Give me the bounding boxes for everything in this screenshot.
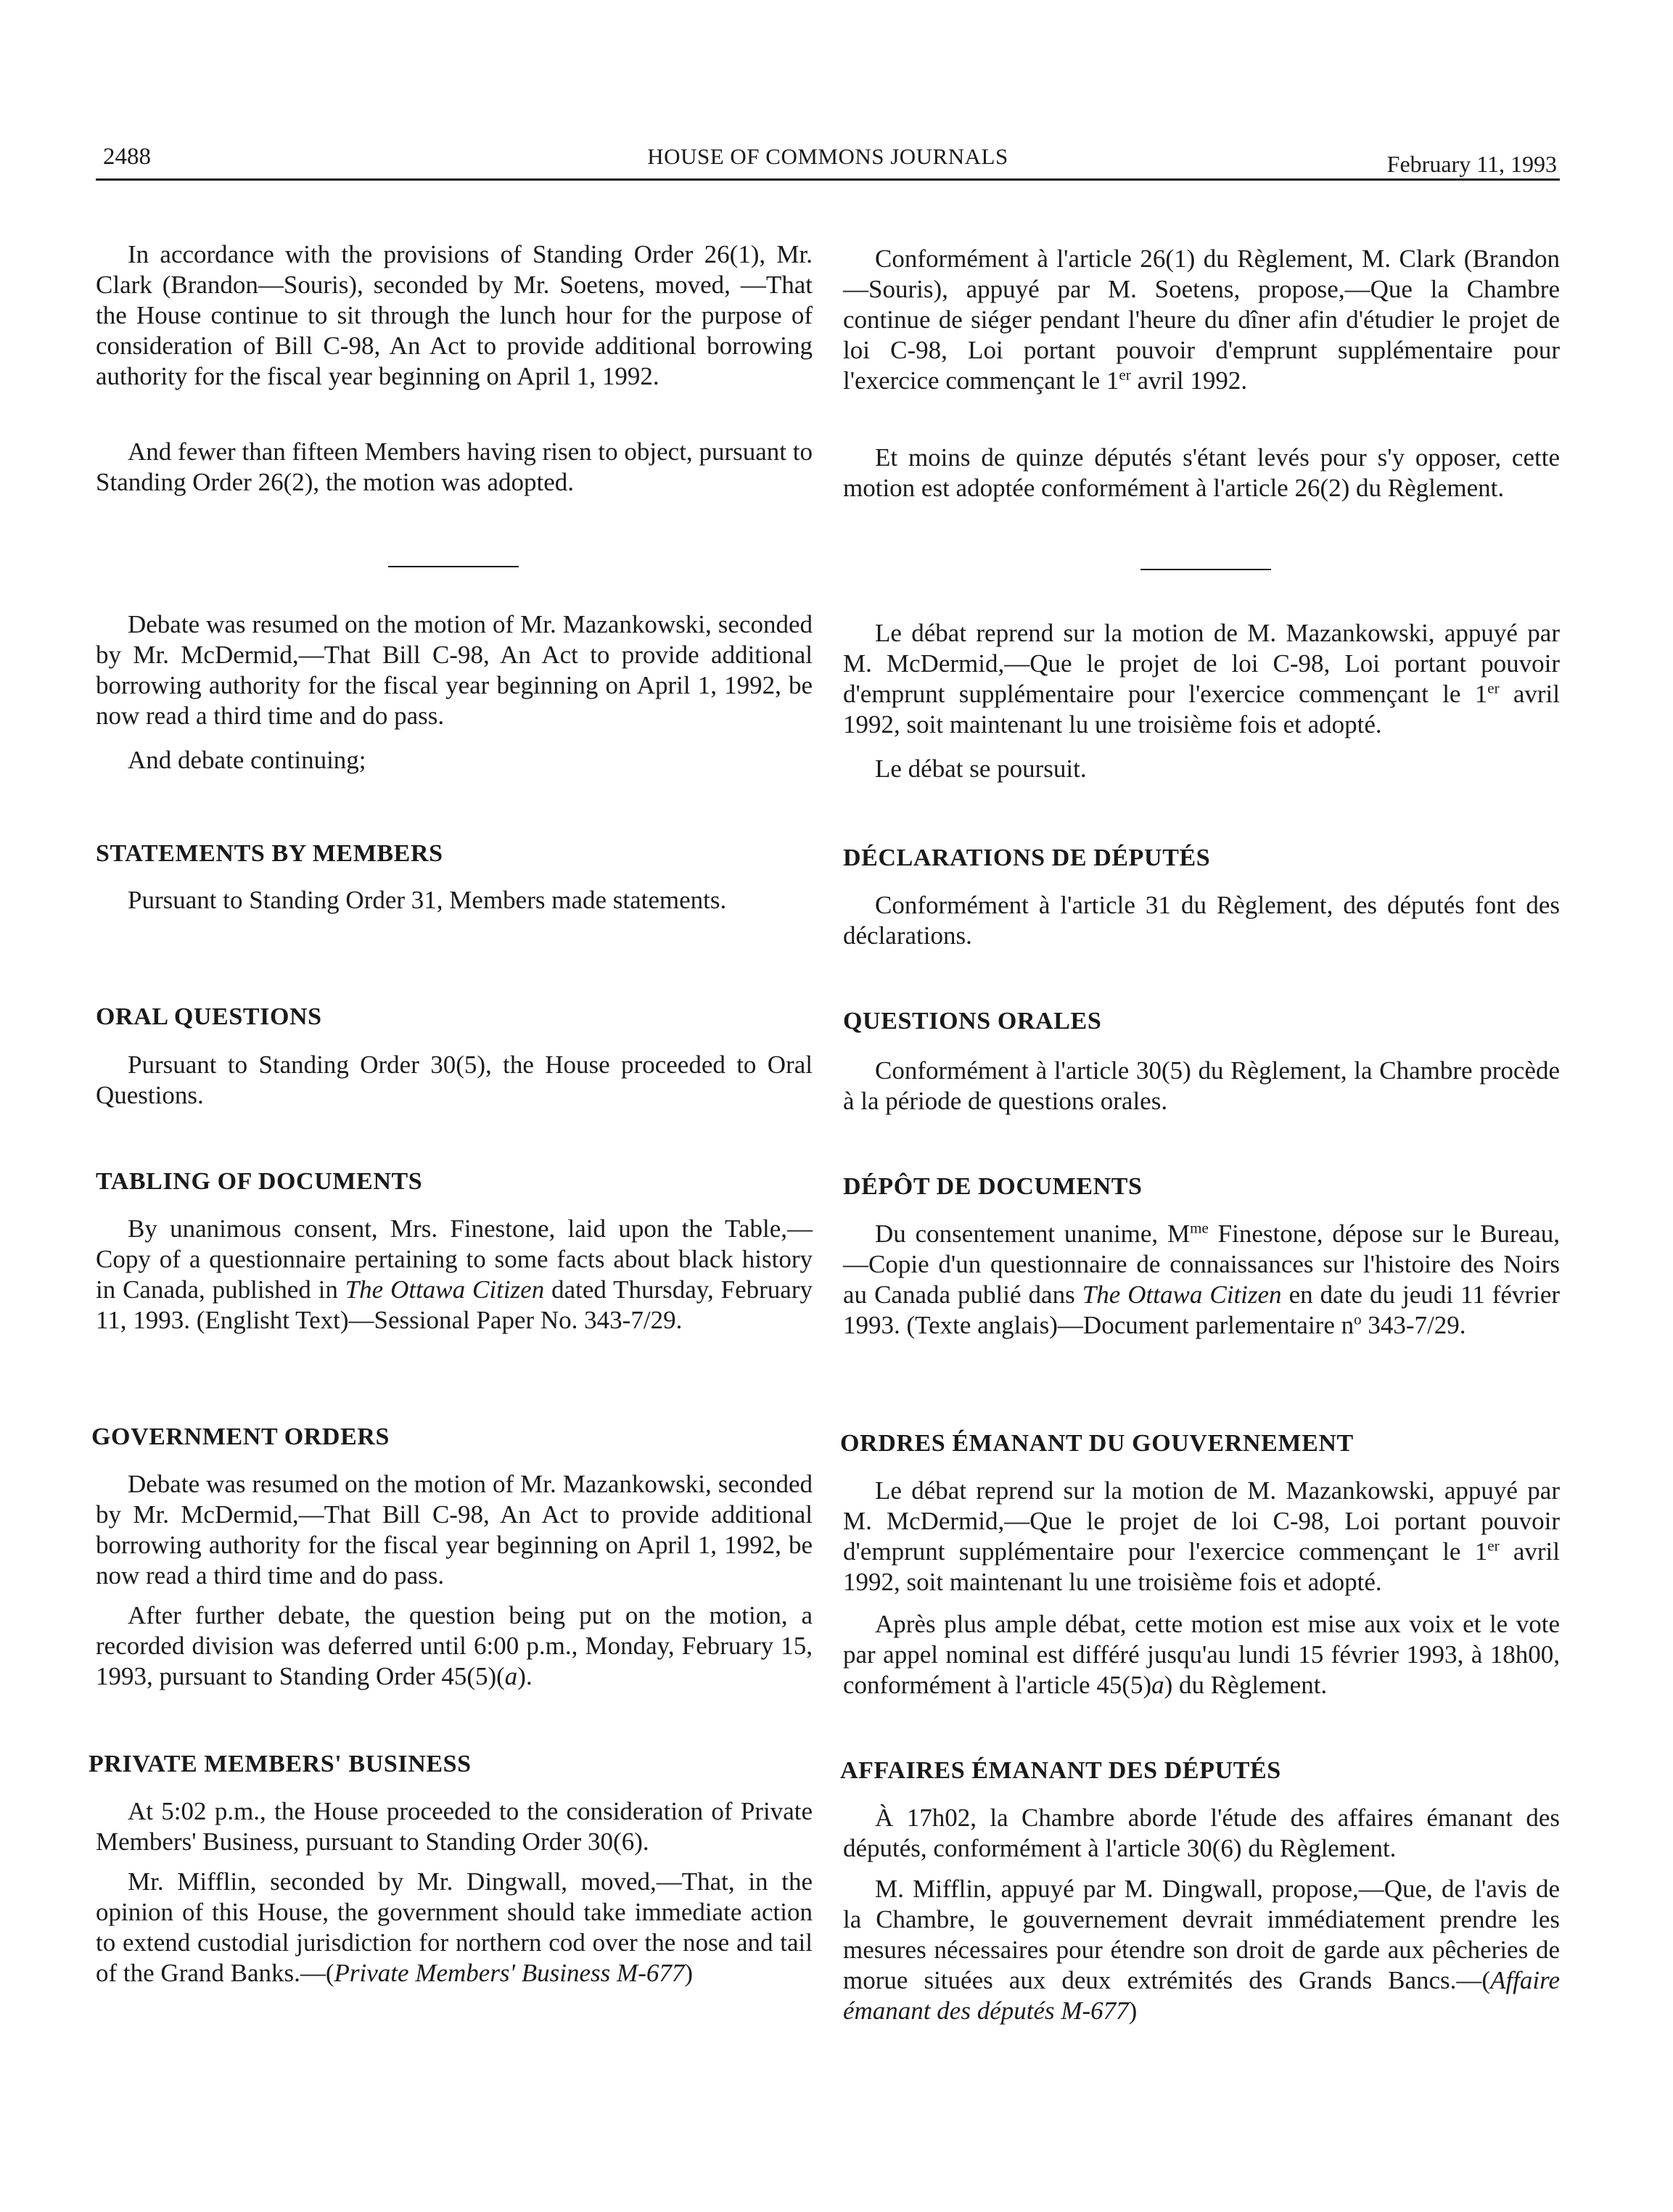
en-heading-government-orders: GOVERNMENT ORDERS [91,1423,390,1450]
journal-title: HOUSE OF COMMONS JOURNALS [647,144,1008,169]
fr-tabling-text: Du consentement unanime, $M^{me}$ Finestone, dépose sur le Bureau,—Copie d'un questionnaire de connaissances sur l'histoire des Noirs au Canada publié dans The Ottawa Citizen en date du jeudi 11 février 1993. (Texte anglais)—Document parlementaire $n^o$ 343-7/29. [843,1219,1561,1339]
fr-debate-resumed: Le débat reprend sur la motion de M. Mazankowski, appuyé par M. McDermid,—Que le projet de loi C-98, Loi portant pouvoir d'emprunt supplémentaire pour l'exercice commençant le 1er avril 1992, soit maintenant lu une troisième fois et adopté. [843,619,1560,739]
en-motion-lunch-hour: In accordance with the provisions of Standing Order 26(1), Mr. Clark (Brandon—Souris), seconded by Mr. Soetens, moved, —That the House continue to sit through the lunch hour for the purpose of consideration of Bill C-98, An Act to provide additional borrowing authority for the fiscal year beginning on April 1, 1992. [96,240,813,390]
header-rule [96,178,1560,181]
en-tabling-text: By unanimous consent, Mrs. Finestone, laid upon the Table,—Copy of a questionnaire pertaining to some facts about black history in Canada, published in The Ottawa Citizen dated Thursday, February 11, 1993. (Englisht Text)—Sessional Paper No. 343-7/29. [96,1214,813,1334]
en-motion-adopted: And fewer than fifteen Members having risen to object, pursuant to Standing Order 26(2), the motion was adopted. [96,437,813,496]
en-heading-oral-questions: ORAL QUESTIONS [96,1003,322,1030]
fr-motion-lunch-hour: Conformément à l'article 26(1) du Règlement, M. Clark (Brandon—Souris), appuyé par M. Soetens, propose,—Que la Chambre continue de siéger pendant l'heure du dîner afin d'étudier le projet de loi C-98, Loi portant pouvoir d'emprunt supplémentaire pour l'exercice commençant le 1er avril 1992. [843,244,1560,395]
fr-heading-private-members: AFFAIRES ÉMANANT DES DÉPUTÉS [840,1757,1281,1784]
fr-statements-text: Conformément à l'article 31 du Règlement, des députés font des déclarations. [843,891,1560,950]
fr-oral-questions-text: Conformément à l'article 30(5) du Règlement, la Chambre procède à la période de questions orales. [843,1056,1560,1115]
fr-mifflin-motion: M. Mifflin, appuyé par M. Dingwall, propose,—Que, de l'avis de la Chambre, le gouvernement devrait immédiatement prendre les mesures nécessaires pour étendre son droit de garde aux pêcheries de morue situées aux deux extrémités des Grands Bancs.—(Affaire émanant des députés M-677) [843,1875,1560,2025]
fr-separator [1140,569,1271,570]
fr-heading-government-orders: ORDRES ÉMANANT DU GOUVERNEMENT [840,1430,1354,1457]
en-heading-private-members: PRIVATE MEMBERS' BUSINESS [89,1751,472,1777]
fr-gov-recorded-division: Après plus ample débat, cette motion est mise aux voix et le vote par appel nominal est différé jusqu'au lundi 15 février 1993, à 18h00, conformément à l'article 45(5)a) du Règlement. [843,1610,1560,1699]
en-statements-text: Pursuant to Standing Order 31, Members made statements. [128,886,727,914]
en-heading-tabling: TABLING OF DOCUMENTS [96,1168,423,1195]
en-debate-continuing: And debate continuing; [128,746,366,774]
fr-heading-statements: DÉCLARATIONS DE DÉPUTÉS [843,844,1211,871]
fr-heading-tabling: DÉPÔT DE DOCUMENTS [843,1173,1143,1200]
en-private-members-text: At 5:02 p.m., the House proceeded to the consideration of Private Members' Business, pursuant to Standing Order 30(6). [96,1797,813,1856]
en-oral-questions-text: Pursuant to Standing Order 30(5), the House proceeded to Oral Questions. [96,1051,813,1109]
page-header [96,144,1560,180]
page-number: 2488 [103,144,151,170]
en-mifflin-motion: Mr. Mifflin, seconded by Mr. Dingwall, moved,—That, in the opinion of this House, the government should take immediate action to extend custodial jurisdiction for northern cod over the nose and tail of the Grand Banks.—(Private Members' Business M-677) [96,1867,813,1987]
en-separator [388,566,519,567]
fr-motion-adopted: Et moins de quinze députés s'étant levés pour s'y opposer, cette motion est adoptée conformément à l'article 26(2) du Règlement. [843,443,1560,502]
en-heading-statements: STATEMENTS BY MEMBERS [96,840,443,867]
fr-private-members-text: À 17h02, la Chambre aborde l'étude des affaires émanant des députés, conformément à l'article 30(6) du Règlement. [843,1804,1560,1862]
fr-heading-oral-questions: QUESTIONS ORALES [843,1008,1102,1035]
en-debate-resumed: Debate was resumed on the motion of Mr. Mazankowski, seconded by Mr. McDermid,—That Bill C-98, An Act to provide additional borrowing authority for the fiscal year beginning on April 1, 1992, be now read a third time and do pass. [96,610,813,730]
en-gov-debate-resumed: Debate was resumed on the motion of Mr. Mazankowski, seconded by Mr. McDermid,—That Bill C-98, An Act to provide additional borrowing authority for the fiscal year beginning on April 1, 1992, be now read a third time and do pass. [96,1470,813,1590]
fr-debate-continuing: Le débat se poursuit. [875,755,1087,783]
en-gov-recorded-division: After further debate, the question being put on the motion, a recorded division was deferred until 6:00 p.m., Monday, February 15, 1993, pursuant to Standing Order 45(5)(a). [96,1601,813,1690]
fr-gov-debate-resumed: Le débat reprend sur la motion de M. Mazankowski, appuyé par M. McDermid,—Que le projet de loi C-98, Loi portant pouvoir d'emprunt supplémentaire pour l'exercice commençant le 1er avril 1992, soit maintenant lu une troisième fois et adopté. [843,1476,1560,1596]
journal-date: February 11, 1993 [1386,151,1557,177]
